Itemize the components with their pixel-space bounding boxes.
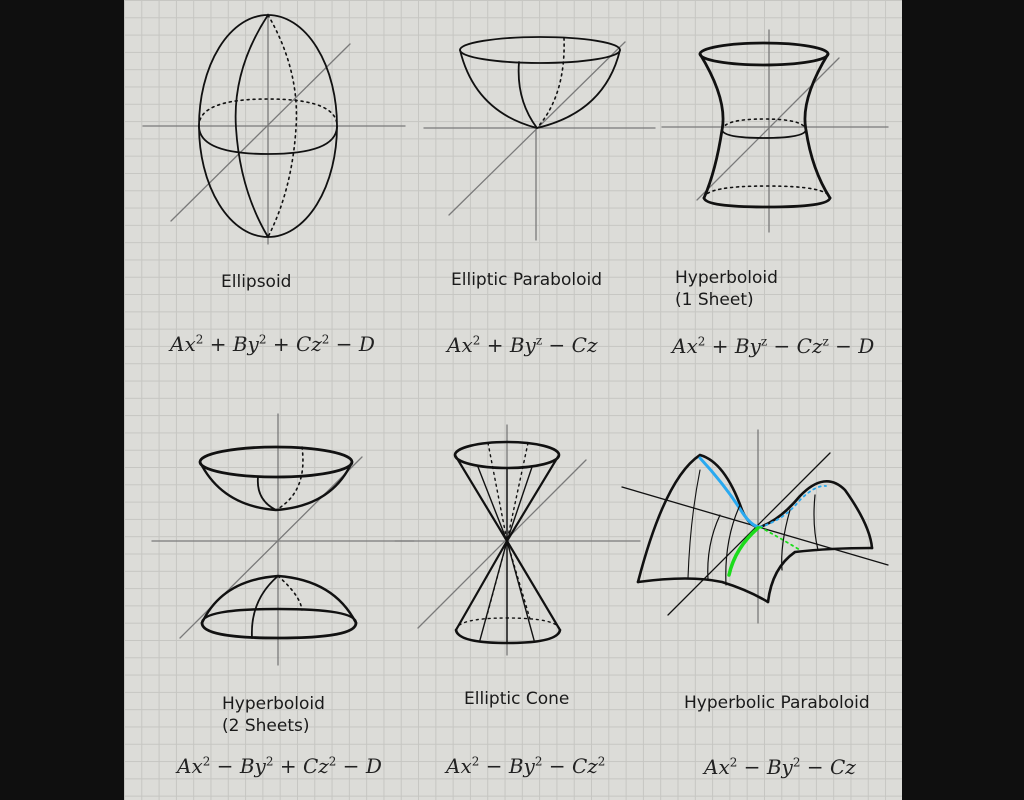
eq-exponent: z: [535, 333, 543, 348]
label-line: Hyperboloid: [222, 694, 325, 714]
hyperboloid-two-sheets-drawing: [152, 414, 414, 665]
elliptic-cone-drawing: [395, 425, 640, 655]
eq-term: − D: [828, 334, 875, 358]
eq-exponent: 2: [729, 755, 738, 770]
surface-label-hyperboloid-one-sheet: [675, 267, 778, 311]
eq-term: − Cz: [542, 333, 598, 357]
equation-hyperbolic-paraboloid: [704, 755, 856, 779]
eq-term: Ax: [177, 754, 203, 778]
eq-term: Ax: [170, 332, 196, 356]
eq-term: − By: [737, 755, 793, 779]
ellipsoid-drawing: [143, 14, 405, 244]
surface-label-elliptic-paraboloid: Elliptic Paraboloid: [451, 270, 602, 290]
label-line: (1 Sheet): [675, 290, 754, 310]
equation-ellipsoid: [170, 332, 375, 356]
eq-exponent: z: [822, 334, 829, 349]
eq-term: − Cz: [542, 754, 598, 778]
eq-term: + By: [705, 334, 761, 358]
eq-exponent: 2: [597, 754, 606, 769]
eq-exponent: 2: [258, 332, 267, 347]
eq-exponent: 2: [534, 754, 543, 769]
eq-term: − Cz: [800, 755, 856, 779]
eq-term: − D: [336, 754, 382, 778]
eq-term: − Cz: [767, 334, 823, 358]
eq-exponent: 2: [195, 332, 204, 347]
equation-elliptic-cone: [446, 754, 605, 778]
eq-term: Ax: [672, 334, 698, 358]
surface-label-hyperbolic-paraboloid: Hyperbolic Paraboloid: [684, 693, 870, 713]
eq-exponent: 2: [265, 754, 274, 769]
eq-exponent: 2: [471, 754, 480, 769]
surface-label-ellipsoid: Ellipsoid: [221, 272, 292, 292]
eq-exponent: 2: [328, 754, 337, 769]
equation-hyperboloid-one-sheet: [672, 334, 874, 358]
eq-term: Ax: [704, 755, 730, 779]
eq-term: − By: [210, 754, 266, 778]
eq-term: Ax: [446, 754, 472, 778]
equation-hyperboloid-two-sheets: [177, 754, 382, 778]
hyperboloid-one-sheet-drawing: [662, 30, 888, 232]
eq-exponent: 2: [202, 754, 211, 769]
hyperbolic-paraboloid-drawing: [622, 430, 888, 623]
elliptic-paraboloid-drawing: [424, 37, 655, 240]
eq-exponent: z: [760, 334, 768, 349]
label-line: (2 Sheets): [222, 716, 310, 736]
eq-exponent: 2: [697, 334, 706, 349]
eq-term: + By: [203, 332, 259, 356]
surface-label-elliptic-cone: Elliptic Cone: [464, 689, 570, 709]
equation-elliptic-paraboloid: [447, 333, 597, 357]
eq-term: + By: [480, 333, 536, 357]
eq-term: − D: [329, 332, 375, 356]
eq-term: − By: [479, 754, 535, 778]
eq-term: Ax: [447, 333, 473, 357]
label-line: Hyperboloid: [675, 268, 778, 288]
eq-exponent: 2: [472, 333, 481, 348]
eq-term: + Cz: [273, 754, 329, 778]
surface-label-hyperboloid-two-sheets: [222, 693, 325, 737]
eq-term: + Cz: [266, 332, 322, 356]
eq-exponent: 2: [321, 332, 330, 347]
eq-exponent: 2: [792, 755, 801, 770]
